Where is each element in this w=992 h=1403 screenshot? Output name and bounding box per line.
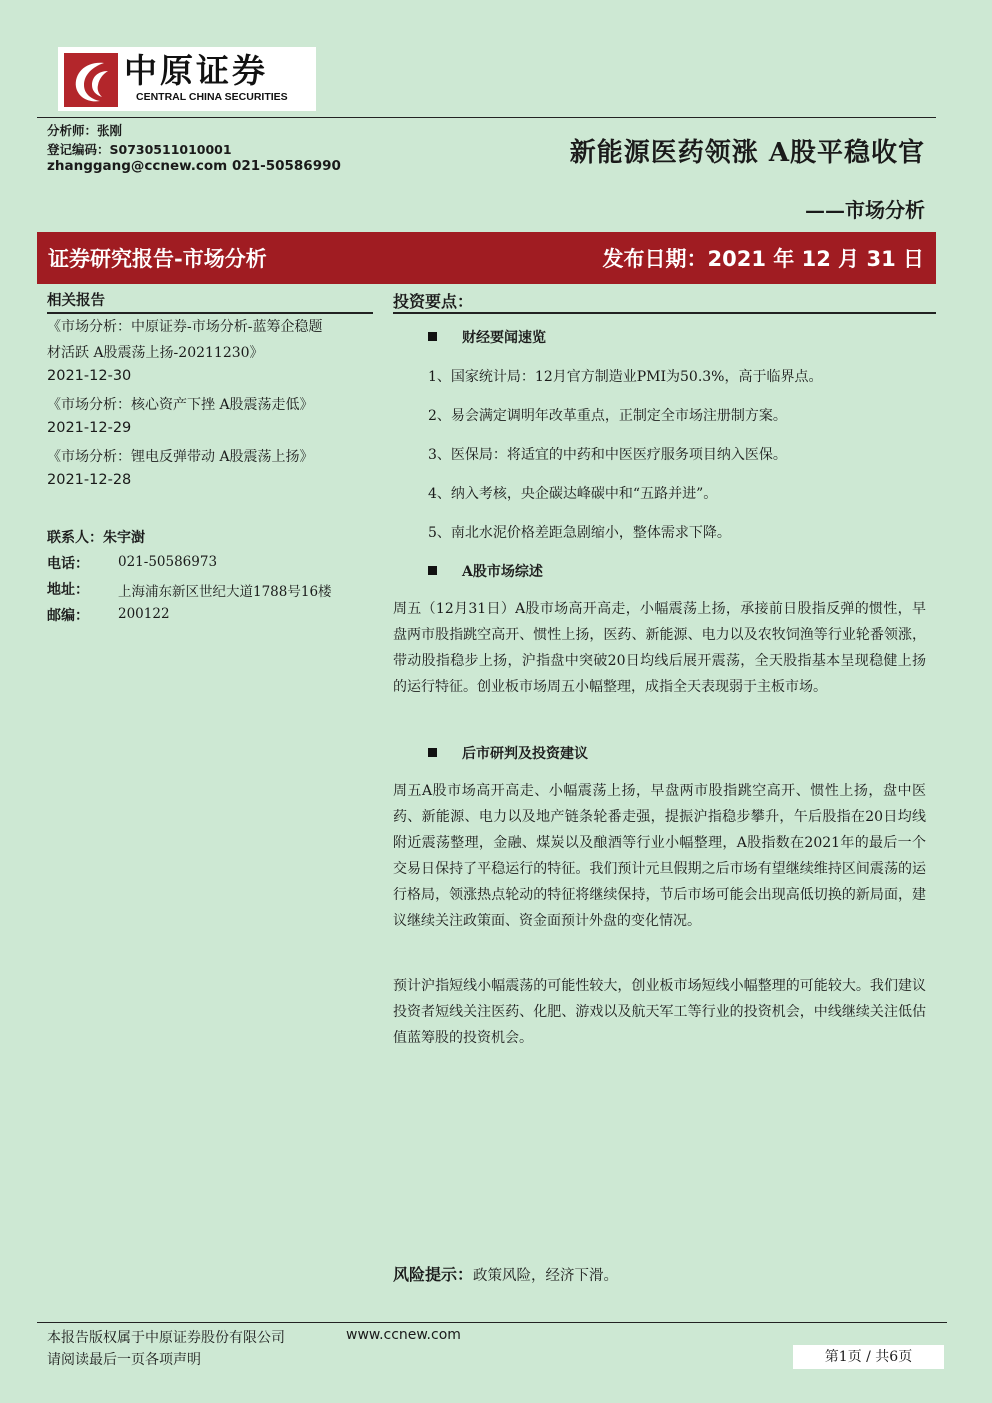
footer-disclaimer-note: 请阅读最后一页各项声明 bbox=[47, 1352, 201, 1368]
analyst-contact: zhanggang@ccnew.com 021-50586990 bbox=[47, 158, 341, 174]
related-report-date: 2021-12-28 bbox=[47, 472, 132, 488]
risk-text: 政策风险，经济下滑。 bbox=[473, 1268, 619, 1284]
risk-warning bbox=[393, 1262, 618, 1285]
year-unit: 年 bbox=[773, 246, 795, 271]
contact-phone: 021-50586973 bbox=[118, 554, 218, 570]
related-report-date: 2021-12-30 bbox=[47, 368, 132, 384]
related-report-date: 2021-12-29 bbox=[47, 420, 132, 436]
related-report-title-cont[interactable]: 材活跃 A股震荡上扬-20211230》 bbox=[47, 345, 264, 361]
publish-year: 2021 bbox=[707, 247, 766, 271]
section-title-outlook: 后市研判及投资建议 bbox=[462, 746, 588, 762]
contact-phone-label: 电话： bbox=[47, 556, 89, 572]
risk-label: 风险提示： bbox=[393, 1265, 474, 1284]
publish-day: 31 bbox=[866, 247, 896, 271]
square-bullet-icon bbox=[428, 566, 437, 575]
outlook-paragraph-2: 预计沪指短线小幅震荡的可能性较大，创业板市场短线小幅整理的可能较大。我们建议投资者短线关注医药、化肥、游戏以及航天军工等行业的投资机会，中线继续关注低估值蓝筹股的投资机会。 bbox=[393, 978, 926, 1046]
related-reports-rule bbox=[47, 312, 373, 314]
news-item: 4、纳入考核，央企碳达峰碳中和“五路并进”。 bbox=[428, 486, 718, 502]
news-item: 3、医保局：将适宜的中药和中医医疗服务项目纳入医保。 bbox=[428, 447, 787, 463]
news-item: 2、易会满定调明年改革重点，正制定全市场注册制方案。 bbox=[428, 408, 787, 424]
square-bullet-icon bbox=[428, 332, 437, 341]
section-title-market-review: A股市场综述 bbox=[462, 564, 543, 580]
publish-month: 12 bbox=[801, 247, 831, 271]
report-category: 证券研究报告-市场分析 bbox=[48, 246, 267, 271]
section-title-news: 财经要闻速览 bbox=[462, 330, 546, 346]
outlook-paragraph: 周五A股市场高开高走、小幅震荡上扬，早盘两市股指跳空高开、惯性上扬，盘中医药、新能源、电力以及地产链条轮番走强，提振沪指稳步攀升，午后股指在20日均线附近震荡整理，金融、煤炭以及酿酒等行业小幅整理，A股指数在2021年的最后一个交易日保持了平稳运行的特征。我们预计元旦假期之后市场有望继续维持区间震荡的运行格局，领涨热点轮动的特征将继续保持，节后市场可能会出现高低切换的新局面，建议继续关注政策面、资金面预计外盘的变化情况。 bbox=[393, 783, 926, 929]
related-reports-heading: 相关报告 bbox=[47, 292, 105, 309]
investment-highlights-rule bbox=[393, 312, 936, 314]
contact-zip-label: 邮编： bbox=[47, 608, 89, 624]
page-indicator bbox=[793, 1345, 944, 1369]
logo-name-en: CENTRAL CHINA SECURITIES bbox=[136, 91, 288, 103]
square-bullet-icon bbox=[428, 748, 437, 757]
contact-address-label: 地址： bbox=[47, 582, 89, 598]
news-item: 5、南北水泥价格差距急剧缩小，整体需求下降。 bbox=[428, 525, 731, 541]
footer-divider bbox=[37, 1322, 947, 1323]
footer-copyright: 本报告版权属于中原证券股份有限公司 bbox=[47, 1330, 285, 1346]
logo-name-cn: 中原证券 bbox=[124, 51, 268, 90]
contact-address: 上海浦东新区世纪大道1788号16楼 bbox=[118, 584, 332, 600]
contact-zip: 200122 bbox=[118, 606, 170, 622]
market-review-paragraph: 周五（12月31日）A股市场高开高走，小幅震荡上扬，承接前日股指反弹的惯性，早盘两市股指跳空高开、惯性上扬，医药、新能源、电力以及农牧饲渔等行业轮番领涨，带动股指稳步上扬，沪指盘中突破20日均线后展开震荡，全天股指基本呈现稳健上扬的运行特征。创业板市场周五小幅整理，成指全天表现弱于主板市场。 bbox=[393, 601, 926, 695]
related-report-title[interactable]: 《市场分析：中原证券-市场分析-蓝筹企稳题 bbox=[47, 319, 323, 335]
company-logo bbox=[58, 47, 316, 111]
related-report-title[interactable]: 《市场分析：锂电反弹带动 A股震荡上扬》 bbox=[47, 449, 314, 465]
news-item: 1、国家统计局：12月官方制造业PMI为50.3%，高于临界点。 bbox=[428, 369, 823, 385]
report-banner bbox=[37, 232, 936, 284]
contact-person-label: 联系人：朱宇澍 bbox=[47, 530, 145, 546]
page-number: 第1页 / 共6页 bbox=[824, 1349, 913, 1365]
analyst-name: 分析师：张刚 bbox=[47, 123, 123, 138]
month-unit: 月 bbox=[838, 246, 860, 271]
publish-date bbox=[603, 243, 924, 273]
report-title: 新能源医药领涨 A股平稳收官 bbox=[569, 138, 925, 168]
logo-mark-icon bbox=[64, 53, 118, 107]
contact-person: 朱宇澍 bbox=[103, 530, 145, 546]
header-divider bbox=[37, 117, 936, 118]
day-unit: 日 bbox=[903, 246, 924, 271]
footer-website-link[interactable]: www.ccnew.com bbox=[346, 1327, 461, 1343]
report-subtitle: ——市场分析 bbox=[805, 198, 925, 222]
publish-date-label: 发布日期： bbox=[602, 246, 708, 271]
investment-highlights-heading: 投资要点： bbox=[393, 292, 474, 311]
related-report-title[interactable]: 《市场分析：核心资产下挫 A股震荡走低》 bbox=[47, 397, 314, 413]
analyst-registration: 登记编码：S0730511010001 bbox=[47, 142, 232, 157]
